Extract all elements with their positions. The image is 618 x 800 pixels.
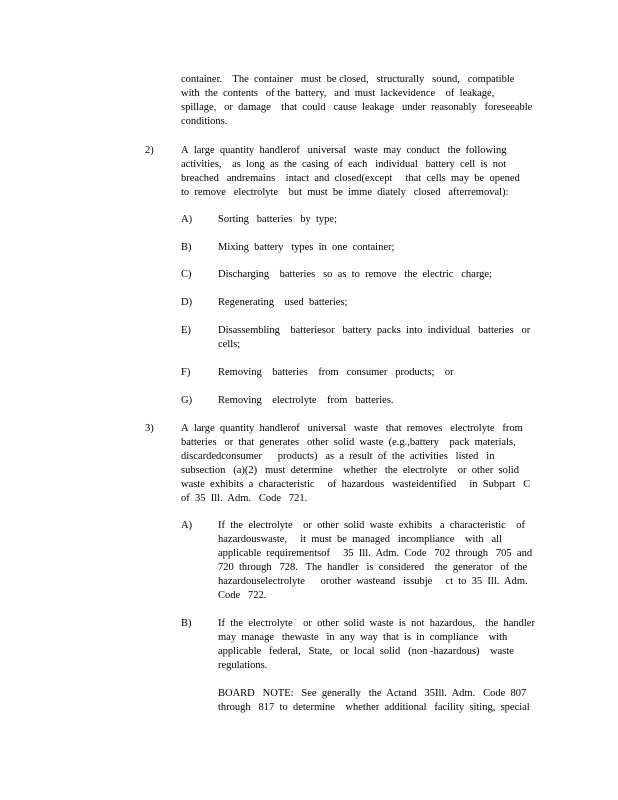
item-2a-line: Sorting batteries by type;	[218, 214, 337, 225]
board-note-line: BOARD NOTE: See generally the Actand 35Ill. Adm. Code 807	[218, 688, 527, 699]
item-3a-line: Code 722.	[218, 590, 267, 601]
item-2e-letter: E)	[181, 325, 191, 336]
intro-paragraph	[181, 73, 533, 129]
item-2f-line: Removing batteries from consumer products; or	[218, 367, 454, 378]
item-3b-letter: B)	[181, 618, 192, 629]
item-2e-text	[218, 324, 540, 352]
item-3a-letter: A)	[181, 520, 193, 531]
intro-line: container. The container must be closed, structurally sound, compatible	[181, 74, 515, 85]
item-2-number: 2)	[145, 145, 154, 156]
item-3-line: subsection (a)(2) must determine whether the electrolyte or other solid	[181, 465, 519, 476]
item-3-line: batteries or that generates other solid waste (e.g.,battery pack materials,	[181, 437, 516, 448]
item-3b-line: regulations.	[218, 660, 268, 671]
item-2b-text	[218, 241, 538, 255]
item-2c-text	[218, 268, 538, 282]
item-2d-line: Regenerating used batteries;	[218, 297, 348, 308]
item-2-line: A large quantity handlerof universal waste may conduct the following	[181, 145, 507, 156]
item-2-line: to remove electrolyte but must be imme diately closed afterremoval):	[181, 187, 509, 198]
item-2b-line: Mixing battery types in one container;	[218, 242, 395, 253]
item-2c-letter: C)	[181, 269, 192, 280]
item-3a-text	[218, 519, 538, 603]
item-2d-text	[218, 296, 538, 310]
item-3b-line: applicable federal, State, or local solid (non -hazardous) waste	[218, 646, 514, 657]
item-3a-line: 720 through 728. The handler is considered the generator of the	[218, 562, 528, 573]
item-2a-letter: A)	[181, 214, 193, 225]
item-2f-letter: F)	[181, 367, 191, 378]
board-note	[218, 687, 538, 715]
item-3b-text	[218, 617, 538, 673]
item-2d-letter: D)	[181, 297, 193, 308]
intro-line: spillage, or damage that could cause leakage under reasonably foreseeable	[181, 102, 533, 113]
item-3-line: A large quantity handlerof universal waste that removes electrolyte from	[181, 423, 523, 434]
item-2-text	[181, 144, 521, 200]
item-2f-text	[218, 366, 538, 380]
item-3-line: discardedconsumer products) as a result of the activities listed in	[181, 451, 495, 462]
intro-line: conditions.	[181, 116, 228, 127]
item-3b-line: may manage thewaste in any way that is in compliance with	[218, 632, 508, 643]
item-3-text	[181, 422, 531, 506]
item-3-number: 3)	[145, 423, 154, 434]
board-note-line: through 817 to determine whether additional facility siting, special	[218, 702, 530, 713]
item-3a-line: applicable requirementsof 35 Ill. Adm. Code 702 through 705 and	[218, 548, 533, 559]
intro-line: with the contents of the battery, and must lackevidence of leakage,	[181, 88, 495, 99]
item-2e-line: cells;	[218, 339, 241, 350]
item-2e-line: Disassembling batteriesor battery packs into individual batteries or	[218, 325, 531, 336]
item-2g-letter: G)	[181, 395, 193, 406]
item-3-line: of 35 Ill. Adm. Code 721.	[181, 493, 308, 504]
item-3b-line: If the electrolyte or other solid waste is not hazardous, the handler	[218, 618, 535, 629]
item-2g-line: Removing electrolyte from batteries.	[218, 395, 394, 406]
item-3a-line: hazardouswaste, it must be managed incompliance with all	[218, 534, 503, 545]
item-2b-letter: B)	[181, 242, 192, 253]
item-2-line: activities, as long as the casing of each individual battery cell is not	[181, 159, 507, 170]
item-2g-text	[218, 394, 538, 408]
item-3a-line: hazardouselectrolyte orother wasteand issubje ct to 35 Ill. Adm.	[218, 576, 528, 587]
item-2c-line: Discharging batteries so as to remove the electric charge;	[218, 269, 492, 280]
item-2a-text	[218, 213, 538, 227]
item-3a-line: If the electrolyte or other solid waste exhibits a characteristic of	[218, 520, 526, 531]
item-3-line: waste exhibits a characteristic of hazardous wasteidentified in Subpart C	[181, 479, 531, 490]
item-2-line: breached andremains intact and closed(except that cells may be opened	[181, 173, 520, 184]
